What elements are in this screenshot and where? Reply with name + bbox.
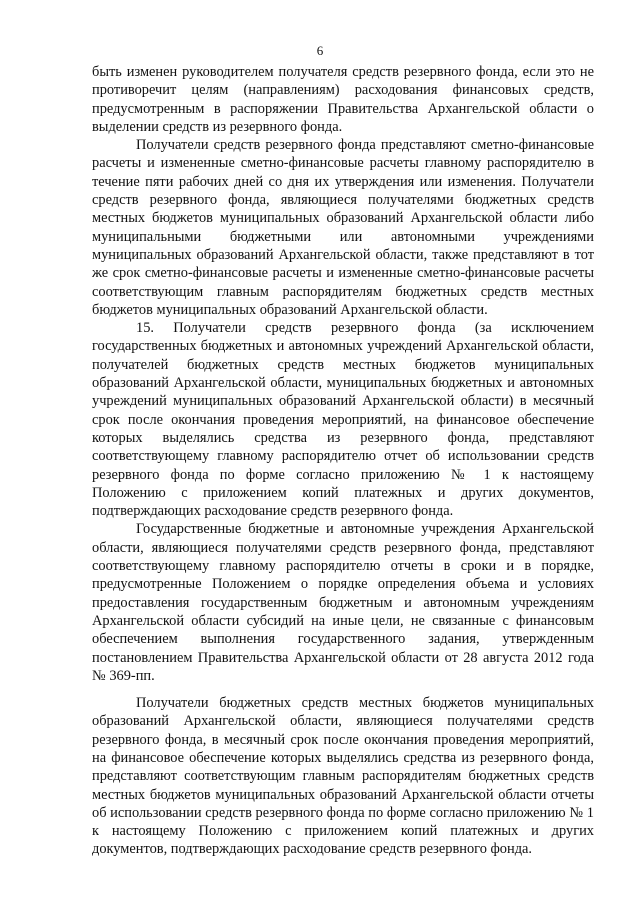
paragraph-estimates: Получатели средств резервного фонда представляют сметно-финансовые расчеты и измененные сметно-финансовые расчеты главному распорядителю в течение пяти рабочих дней со дня их утверждения или изменения. Получатели средств резервного фонда, являющиеся получателями бюджетных средств местных бюджетов муниципальных образований Архангельской области либо муниципальными бюджетными или автономными учреждениями муниципальных образований Архангельской области, также представляют в тот же срок сметно-финансовые расчеты и измененные сметно-финансовые расчеты соответствующим главным распорядителям бюджетных средств местных бюджетов муниципальных образований Архангельской области. xyxy=(92,137,594,318)
paragraph-state-institutions: Государственные бюджетные и автономные учреждения Архангельской области, являющиеся получателями средств резервного фонда, представляют соответствующему главному распорядителю отчеты в сроки и в порядке, предусмотренные Положением о порядке определения объема и условиях предоставления государственным бюджетным и автономным учреждениям Архангельской области субсидий на иные цели, не связанные с финансовым обеспечением выполнения государственного задания, утвержденным постановлением Правительства Архангельской области от 28 августа 2012 года № 369-пп. xyxy=(92,521,594,684)
document-body xyxy=(92,63,594,859)
page-number: 6 xyxy=(316,43,324,58)
paragraph-municipal-recipients: Получатели бюджетных средств местных бюджетов муниципальных образований Архангельской области, являющиеся получателями средств резервного фонда, в месячный срок после окончания проведения мероприятий, на финансовое обеспечение которых выделялись средства из резервного фонда, представляют соответствующим главным распорядителям бюджетных средств местных бюджетов муниципальных образований Архангельской области отчеты об использовании средств резервного фонда по форме согласно приложению № 1 к настоящему Положению с приложением копий платежных и других документов, подтверждающих расходование средств резервного фонда. xyxy=(92,695,594,858)
paragraph-item-15: 15. Получатели средств резервного фонда (за исключением государственных бюджетных и автономных учреждений Архангельской области, получателей бюджетных средств местных бюджетов муниципальных образований Архангельской области, муниципальных бюджетных и автономных учреждений муниципальных образований Архангельской области) в месячный срок после окончания проведения мероприятий, на финансовое обеспечение которых выделялись средства из резервного фонда, представляют соответствующему главному распорядителю отчет об использовании средств резервного фонда по форме согласно приложению № 1 к настоящему Положению с приложением копий платежных и других документов, подтверждающих расходование средств резервного фонда. xyxy=(92,320,594,520)
paragraph-continued: быть изменен руководителем получателя средств резервного фонда, если это не противоречит целям (направлениям) расходования финансовых средств, предусмотренным в распоряжении Правительства Архангельской области о выделении средств из резервного фонда. xyxy=(92,64,594,135)
